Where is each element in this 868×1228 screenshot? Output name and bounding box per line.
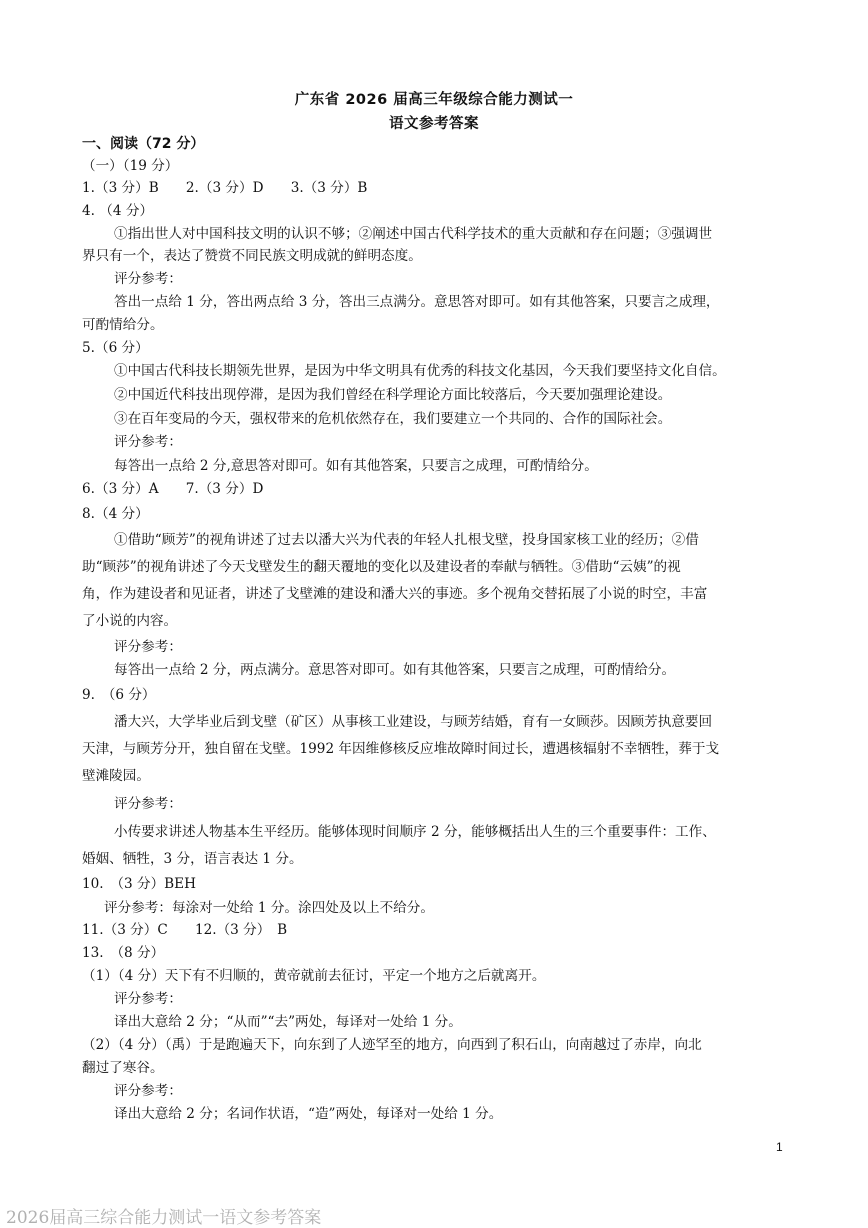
answer-line: 界只有一个，表达了赞赏不同民族文明成就的鲜明态度。 — [82, 248, 422, 264]
question-heading: 13. （8 分） — [82, 945, 165, 961]
answer-line: ①借助“顾芳”的视角讲述了过去以潘大兴为代表的年轻人扎根戈壁，投身国家核工业的经历；②借 — [114, 532, 699, 548]
answer-line: （1）（4 分）天下有不归顺的，黄帝就前去征讨，平定一个地方之后就离开。 — [82, 968, 546, 984]
scoring-line: 婚姻、牺牲，3 分，语言表达 1 分。 — [82, 851, 303, 867]
answer-line: ②中国近代科技出现停滞，是因为我们曾经在科学理论方面比较落后，今天要加强理论建设。 — [114, 387, 672, 403]
scoring-line: 小传要求讲述人物基本生平经历。能够体现时间顺序 2 分，能够概括出人生的三个重要事件：工作、 — [114, 824, 716, 840]
answer-line: 11.（3 分）C 12.（3 分） B — [82, 922, 288, 938]
scoring-label: 评分参考： — [114, 991, 182, 1007]
answer-line: （2）（4 分）（禹）于是跑遍天下，向东到了人迹罕至的地方，向西到了积石山，向南越过了赤岸，向北 — [82, 1037, 702, 1053]
document-subtitle: 语文参考答案 — [389, 116, 479, 132]
footer-watermark: 2026届高三综合能力测试一语文参考答案 — [6, 1208, 322, 1228]
answer-line: ①指出世人对中国科技文明的认识不够；②阐述中国古代科学技术的重大贡献和存在问题；③强调世 — [114, 226, 713, 242]
scoring-line: 评分参考：每涂对一处给 1 分。涂四处及以上不给分。 — [104, 900, 434, 916]
question-heading: 9. （6 分） — [82, 687, 156, 703]
answer-line: ①中国古代科技长期领先世界，是因为中华文明具有优秀的科技文化基因，今天我们要坚持文化自信。 — [114, 363, 726, 379]
answer-line: 壁滩陵园。 — [82, 768, 150, 784]
answer-line: 潘大兴，大学毕业后到戈壁（矿区）从事核工业建设，与顾芳结婚，育有一女顾莎。因顾芳执意要回 — [114, 714, 713, 730]
scoring-line: 可酌情给分。 — [82, 317, 164, 333]
answer-line: ③在百年变局的今天，强权带来的危机依然存在，我们要建立一个共同的、合作的国际社会。 — [114, 411, 672, 427]
question-heading: 4. （4 分） — [82, 203, 154, 219]
scoring-line: 每答出一点给 2 分，两点满分。意思答对即可。如有其他答案，只要言之成理，可酌情给分。 — [114, 662, 676, 678]
answer-line: 角，作为建设者和见证者，讲述了戈壁滩的建设和潘大兴的事迹。多个视角交替拓展了小说的时空，丰富 — [82, 586, 708, 602]
scoring-label: 评分参考： — [114, 796, 182, 812]
question-heading: 8.（4 分） — [82, 506, 149, 522]
section-heading-reading: 一、阅读（72 分） — [82, 136, 205, 152]
scoring-label: 评分参考： — [114, 271, 182, 287]
answer-line: 6.（3 分）A 7.（3 分）D — [82, 481, 264, 497]
scoring-label: 评分参考： — [114, 639, 182, 655]
answer-line: 助“顾莎”的视角讲述了今天戈壁发生的翻天覆地的变化以及建设者的奉献与牺牲。③借助“云姨”的视 — [82, 559, 681, 575]
subsection-heading: （一）（19 分） — [82, 158, 179, 174]
answer-line: 翻过了寒谷。 — [82, 1060, 164, 1076]
answer-line: 1.（3 分）B 2.（3 分）D 3.（3 分）B — [82, 180, 368, 196]
question-heading: 5.（6 分） — [82, 340, 149, 356]
answer-line: 天津，与顾芳分开，独自留在戈壁。1992 年因维修核反应堆故障时间过长，遭遇核辐射不幸牺牲，葬于戈 — [82, 741, 720, 757]
page-number: 1 — [776, 1140, 783, 1154]
scoring-line: 译出大意给 2 分；“从而”“去”两处，每译对一处给 1 分。 — [114, 1014, 462, 1030]
scoring-label: 评分参考： — [114, 434, 182, 450]
answer-line: 了小说的内容。 — [82, 613, 178, 629]
scoring-line: 每答出一点给 2 分,意思答对即可。如有其他答案，只要言之成理，可酌情给分。 — [114, 458, 598, 474]
scoring-label: 评分参考： — [114, 1083, 182, 1099]
answer-line: 10. （3 分）BEH — [82, 876, 196, 892]
document-title: 广东省 2026 届高三年级综合能力测试一 — [294, 92, 574, 108]
scoring-line: 答出一点给 1 分，答出两点给 3 分，答出三点满分。意思答对即可。如有其他答案，只要言之成理， — [114, 294, 720, 310]
scoring-line: 译出大意给 2 分；名词作状语，“造”两处，每译对一处给 1 分。 — [114, 1106, 503, 1122]
